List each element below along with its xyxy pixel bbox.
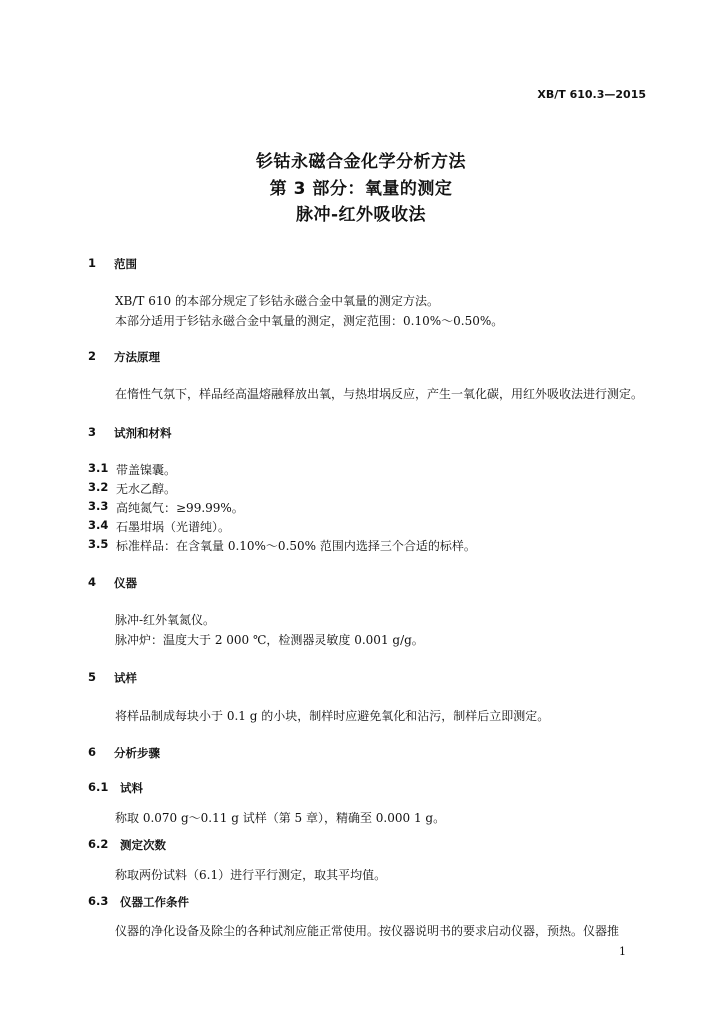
item-text: 石墨坩埚（光谱纯）。 <box>116 520 231 534</box>
section-number: 5 <box>88 670 97 684</box>
item-text: 高纯氮气：≥99.99%。 <box>116 501 244 515</box>
standard-number: XB/T 610.3—2015 <box>537 88 646 101</box>
item-number: 3.2 <box>88 480 109 494</box>
paragraph: 称取两份试料（6.1）进行平行测定，取其平均值。 <box>115 868 387 882</box>
section-number: 6.3 <box>88 894 109 908</box>
paragraph: 在惰性气氛下，样品经高温熔融释放出氧，与热坩埚反应，产生一氧化碳，用红外吸收法进行测定。 <box>115 387 644 401</box>
paragraph: 脉冲-红外氧氮仪。 <box>115 613 216 627</box>
paragraph: 称取 0.070 g～0.11 g 试样（第 5 章），精确至 0.000 1 g。 <box>115 811 446 825</box>
section-number: 6.2 <box>88 837 109 851</box>
section-title: 方法原理 <box>114 350 160 364</box>
item-number: 3.1 <box>88 461 109 475</box>
section-title: 试料 <box>120 781 143 795</box>
section-title: 试剂和材料 <box>114 426 172 440</box>
section-title: 测定次数 <box>120 838 166 852</box>
section-number: 6.1 <box>88 780 109 794</box>
doc-title-line3: 脉冲-红外吸收法 <box>295 205 427 225</box>
paragraph: 仪器的净化设备及除尘的各种试剂应能正常使用。按仪器说明书的要求启动仪器，预热。仪器推 <box>115 924 620 938</box>
item-number: 3.3 <box>88 499 109 513</box>
page-number: 1 <box>619 945 626 958</box>
item-number: 3.5 <box>88 537 109 551</box>
section-number: 3 <box>88 425 97 439</box>
item-number: 3.4 <box>88 518 109 532</box>
section-title: 仪器工作条件 <box>120 895 189 909</box>
item-text: 带盖镍囊。 <box>116 463 177 477</box>
section-number: 1 <box>88 256 97 270</box>
section-title: 试样 <box>114 671 137 685</box>
doc-title-line2: 第 3 部分：氧量的测定 <box>269 179 453 199</box>
doc-title-line1: 钐钴永磁合金化学分析方法 <box>256 152 466 172</box>
paragraph: 脉冲炉：温度大于 2 000 ℃，检测器灵敏度 0.001 g/g。 <box>115 633 424 647</box>
section-title: 分析步骤 <box>114 746 160 760</box>
item-text: 无水乙醇。 <box>116 482 177 496</box>
section-number: 2 <box>88 349 97 363</box>
paragraph: XB/T 610 的本部分规定了钐钴永磁合金中氧量的测定方法。 <box>115 294 439 308</box>
section-title: 仪器 <box>114 576 137 590</box>
paragraph: 本部分适用于钐钴永磁合金中氧量的测定，测定范围：0.10%～0.50%。 <box>115 314 504 328</box>
section-number: 6 <box>88 745 97 759</box>
section-title: 范围 <box>114 257 137 271</box>
item-text: 标准样品：在含氧量 0.10%～0.50% 范围内选择三个合适的标样。 <box>116 539 476 553</box>
section-number: 4 <box>88 575 97 589</box>
paragraph: 将样品制成每块小于 0.1 g 的小块，制样时应避免氧化和沾污，制样后立即测定。 <box>115 709 550 723</box>
